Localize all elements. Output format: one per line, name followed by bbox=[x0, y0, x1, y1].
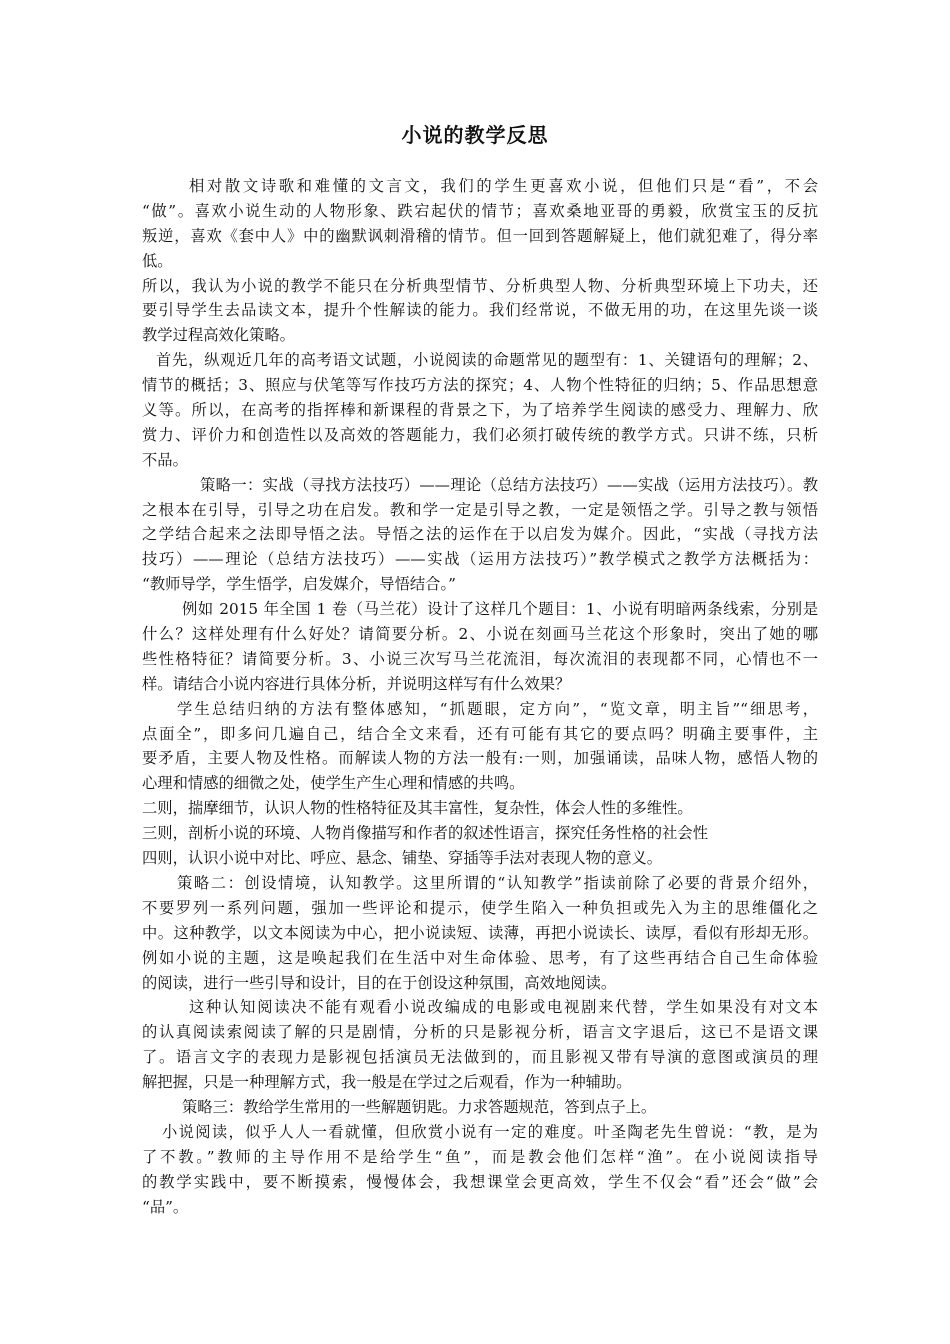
text-line: 之学结合起来之法即导悟之法。导悟之法的运作在于以启发为媒介。因此，“实战（寻找方法 bbox=[142, 525, 818, 544]
text-line: 义等。所以，在高考的指挥棒和新课程的背景之下，为了培养学生阅读的感受力、理解力、欣 bbox=[142, 401, 818, 420]
text-line: 些性格特征？请简要分析。3、小说三次写马兰花流泪，每次流泪的表现都不同，心情也不一 bbox=[142, 649, 818, 668]
text-line: 教学过程高效化策略。 bbox=[142, 326, 295, 345]
text-line: 例如小说的主题，这是唤起我们在生活中对生命体验、思考，有了这些再结合自己生命体验 bbox=[142, 948, 818, 967]
text-line: 之根本在引导，引导之功在启发。教和学一定是引导之教，一定是领悟之学。引导之教与领悟 bbox=[142, 500, 818, 519]
text-line: 了不教。”教师的主导作用不是给学生“鱼”，而是教会他们怎样“渔”。在小说阅读指导 bbox=[142, 1147, 818, 1166]
text-line: 低。 bbox=[142, 251, 173, 270]
text-line: “品”。 bbox=[142, 1197, 189, 1216]
text-line: 这种认知阅读决不能有观看小说改编成的电影或电视剧来代替，学生如果没有对文本 bbox=[189, 998, 818, 1017]
document-body bbox=[142, 174, 818, 1219]
text-line: 技巧）——理论（总结方法技巧）——实战（运用方法技巧）”教学模式之教学方法概括为： bbox=[142, 550, 818, 569]
text-line: 三则，剖析小说的环境、人物肖像描写和作者的叙述性语言，探究任务性格的社会性 bbox=[142, 824, 708, 843]
text-line: 要矛盾，主要人物及性格。而解读人物的方法一般有:一则，加强诵读，品味人物，感悟人物的 bbox=[142, 749, 818, 768]
text-line: 策略一：实战（寻找方法技巧）——理论（总结方法技巧）——实战（运用方法技巧）。教 bbox=[200, 475, 818, 494]
text-line: 策略二：创设情境，认知教学。这里所谓的“认知教学”指读前除了必要的背景介绍外， bbox=[177, 873, 818, 892]
text-line: 要引导学生去品读文本，提升个性解读的能力。我们经常说，不做无用的功，在这里先谈一谈 bbox=[142, 301, 818, 320]
text-line: 的教学实践中，要不断摸索，慢慢体会，我想课堂会更高效，学生不仅会“看”还会“做”会 bbox=[142, 1172, 818, 1191]
text-line: 策略三：教给学生常用的一些解题钥匙。力求答题规范，答到点子上。 bbox=[182, 1097, 657, 1116]
text-line: 的阅读，进行一些引导和设计，目的在于创设这种氛围，高效地阅读。 bbox=[142, 973, 617, 992]
text-line: 了。语言文字的表现力是影视包括演员无法做到的，而且影视又带有导演的意图或演员的理 bbox=[142, 1048, 818, 1067]
text-line: 什么？这样处理有什么好处？请简要分析。2、小说在刻画马兰花这个形象时，突出了她的哪 bbox=[142, 625, 818, 644]
text-line: 中。这种教学，以文本阅读为中心，把小说读短、读薄，再把小说读长、读厚，看似有形却无形。 bbox=[142, 923, 818, 942]
text-line: 赏力、评价力和创造性以及高效的答题能力，我们必须打破传统的教学方式。只讲不练，只析 bbox=[142, 425, 818, 444]
text-line: 样。请结合小说内容进行具体分析，并说明这样写有什么效果？ bbox=[142, 674, 571, 693]
text-line: 情节的概括；3、照应与伏笔等写作技巧方法的探究；4、人物个性特征的归纳；5、作品思想意 bbox=[142, 376, 818, 395]
text-line: “做”。喜欢小说生动的人物形象、跌宕起伏的情节；喜欢桑地亚哥的勇毅，欣赏宝玉的反抗 bbox=[142, 201, 818, 220]
text-line: 叛逆，喜欢《套中人》中的幽默讽刺滑稽的情节。但一回到答题解疑上，他们就犯难了，得分率 bbox=[142, 226, 818, 245]
text-line: 解把握，只是一种理解方式，我一般是在学过之后观看，作为一种辅助。 bbox=[142, 1073, 632, 1092]
text-line: 的认真阅读索阅读了解的只是剧情，分析的只是影视分析，语言文字退后，这已不是语文课 bbox=[142, 1023, 818, 1042]
text-line: 不要罗列一系列问题，强加一些评论和提示，使学生陷入一种负担或先入为主的思维僵化之 bbox=[142, 898, 818, 917]
text-line: 二则，揣摩细节，认识人物的性格特征及其丰富性，复杂性，体会人性的多维性。 bbox=[142, 799, 693, 818]
text-line: 四则，认识小说中对比、呼应、悬念、铺垫、穿插等手法对表现人物的意义。 bbox=[142, 849, 663, 868]
text-line: 学生总结归纳的方法有整体感知，“抓题眼，定方向”，“览文章，明主旨”“细思考， bbox=[177, 699, 818, 718]
text-line: “教师导学，学生悟学，启发媒介，导悟结合。” bbox=[142, 575, 456, 594]
text-line: 例如 2015 年全国 1 卷（马兰花）设计了这样几个题目：1、小说有明暗两条线索，分别是 bbox=[182, 600, 818, 619]
text-line: 点面全”，即多问几遍自己，结合全文来看，还有可能有其它的要点吗？明确主要事件，主 bbox=[142, 724, 818, 743]
text-line: 相对散文诗歌和难懂的文言文，我们的学生更喜欢小说，但他们只是“看”，不会 bbox=[189, 177, 818, 195]
text-line: 首先，纵观近几年的高考语文试题，小说阅读的命题常见的题型有：1、关键语句的理解；2、 bbox=[156, 351, 818, 370]
text-line: 小说阅读，似乎人人一看就懂，但欣赏小说有一定的难度。叶圣陶老先生曾说：“教，是为 bbox=[162, 1122, 818, 1141]
document-title: 小说的教学反思 bbox=[401, 123, 549, 147]
text-line: 不品。 bbox=[142, 450, 188, 469]
text-line: 所以，我认为小说的教学不能只在分析典型情节、分析典型人物、分析典型环境上下功夫，还 bbox=[142, 276, 818, 295]
text-line: 心理和情感的细微之处，使学生产生心理和情感的共鸣。 bbox=[142, 774, 525, 793]
